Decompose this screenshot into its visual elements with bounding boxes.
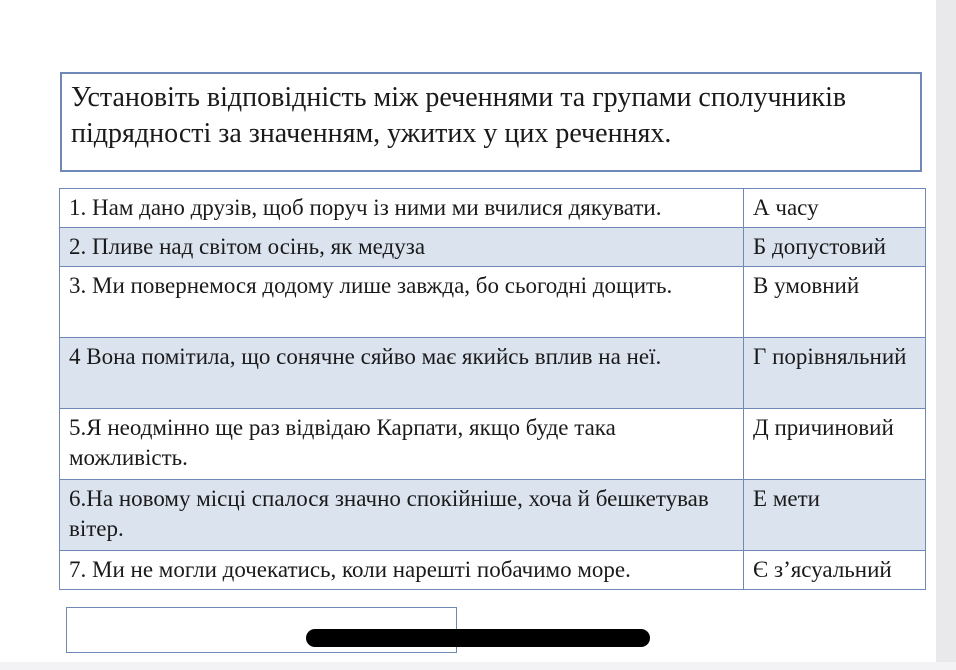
table-row (60, 551, 926, 590)
option-cell: Г порівняльний (744, 338, 926, 409)
table-row (60, 189, 926, 228)
sentence-cell: 4 Вона помітила, що сонячне сяйво має якийсь вплив на неї. (60, 338, 744, 409)
task-instruction-box (60, 72, 922, 172)
task-instruction-text: Установіть відповідність між реченнями та групами сполучників підрядності за значенням, ужитих у цих реченнях. (71, 82, 847, 149)
table-row (60, 228, 926, 267)
matching-table (59, 188, 926, 590)
sentence-cell: 7. Ми не могли дочекатись, коли нарешті побачимо море. (60, 551, 744, 590)
sentence-cell: 3. Ми повернемося додому лише завжда, бо сьогодні дощить. (60, 267, 744, 338)
option-cell: В умовний (744, 267, 926, 338)
sentence-cell: 6.На новому місці спалося значно спокійніше, хоча й бешкетував вітер. (60, 480, 744, 551)
sentence-cell: 2. Пливе над світом осінь, як медуза (60, 228, 744, 267)
home-indicator[interactable] (306, 629, 650, 647)
option-cell: Е мети (744, 480, 926, 551)
sentence-cell: 5.Я неодмінно ще раз відвідаю Карпати, якщо буде така можливість. (60, 409, 744, 480)
sentence-cell: 1. Нам дано друзів, щоб поруч із ними ми вчилися дякувати. (60, 189, 744, 228)
table-row (60, 267, 926, 338)
option-cell: А часу (744, 189, 926, 228)
option-cell: Д причиновий (744, 409, 926, 480)
page-bottom-edge (0, 662, 956, 670)
table-row (60, 480, 926, 551)
option-cell: Б допустовий (744, 228, 926, 267)
page-edge (936, 0, 956, 670)
table-row (60, 338, 926, 409)
option-cell: Є з’ясуальний (744, 551, 926, 590)
table-row (60, 409, 926, 480)
